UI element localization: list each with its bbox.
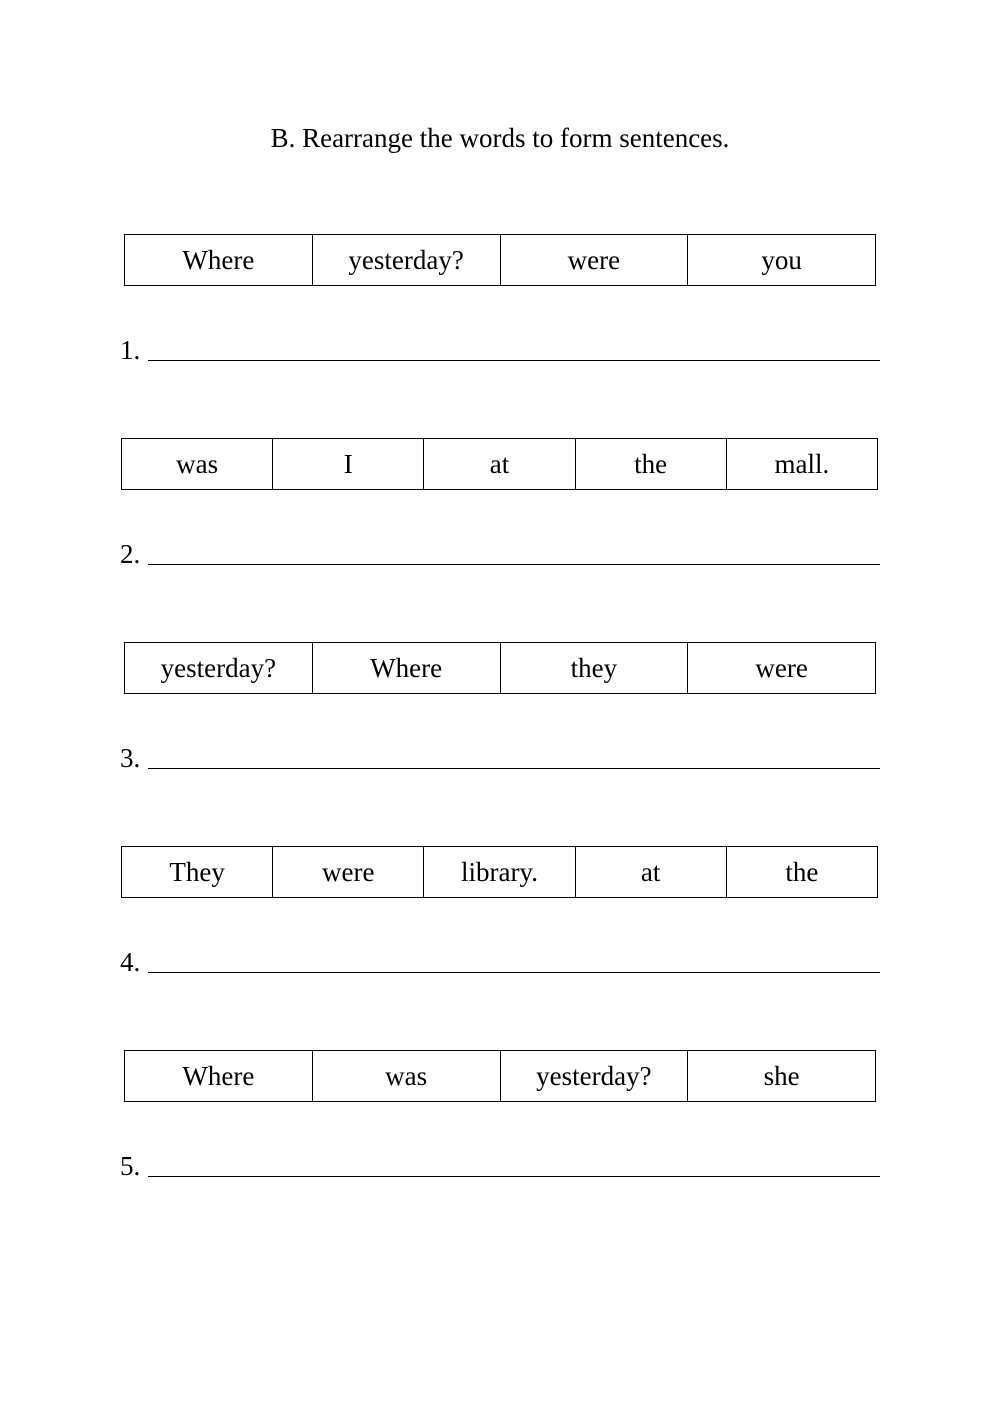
answer-line[interactable] [148,742,880,769]
word-row [125,235,876,286]
word-cell: library. [424,847,575,898]
word-cell: I [273,439,424,490]
word-box-1 [124,234,876,286]
word-cell: They [122,847,273,898]
word-cell: mall. [726,439,877,490]
word-cell: Where [125,1051,313,1102]
word-row [122,439,878,490]
worksheet-title: B. Rearrange the words to form sentences. [270,123,730,153]
answer-number: 5. [120,1151,141,1181]
word-cell: Where [312,643,500,694]
word-cell: at [424,439,575,490]
answer-row-1 [120,325,880,365]
word-box-2 [121,438,878,490]
answer-line[interactable] [148,334,880,361]
answer-line[interactable] [148,1150,880,1177]
word-cell: yesterday? [125,643,313,694]
answer-row-5 [120,1141,880,1181]
answer-number: 2. [120,539,141,569]
word-cell: Where [125,235,313,286]
word-cell: were [500,235,688,286]
word-box-5 [124,1050,876,1102]
word-cell: were [688,643,876,694]
word-cell: yesterday? [312,235,500,286]
word-cell: at [575,847,726,898]
answer-number: 4. [120,947,141,977]
word-cell: she [688,1051,876,1102]
word-cell: they [500,643,688,694]
word-box-3 [124,642,876,694]
answer-line[interactable] [148,946,880,973]
word-row [122,847,878,898]
answer-line[interactable] [148,538,880,565]
word-cell: the [575,439,726,490]
answer-number: 3. [120,743,141,773]
word-row [125,1051,876,1102]
word-cell: you [688,235,876,286]
word-box-4 [121,846,878,898]
answer-row-4 [120,937,880,977]
answer-row-2 [120,529,880,569]
word-cell: yesterday? [500,1051,688,1102]
answer-number: 1. [120,335,141,365]
word-cell: were [273,847,424,898]
word-cell: was [312,1051,500,1102]
word-row [125,643,876,694]
answer-row-3 [120,733,880,773]
word-cell: the [726,847,877,898]
word-cell: was [122,439,273,490]
